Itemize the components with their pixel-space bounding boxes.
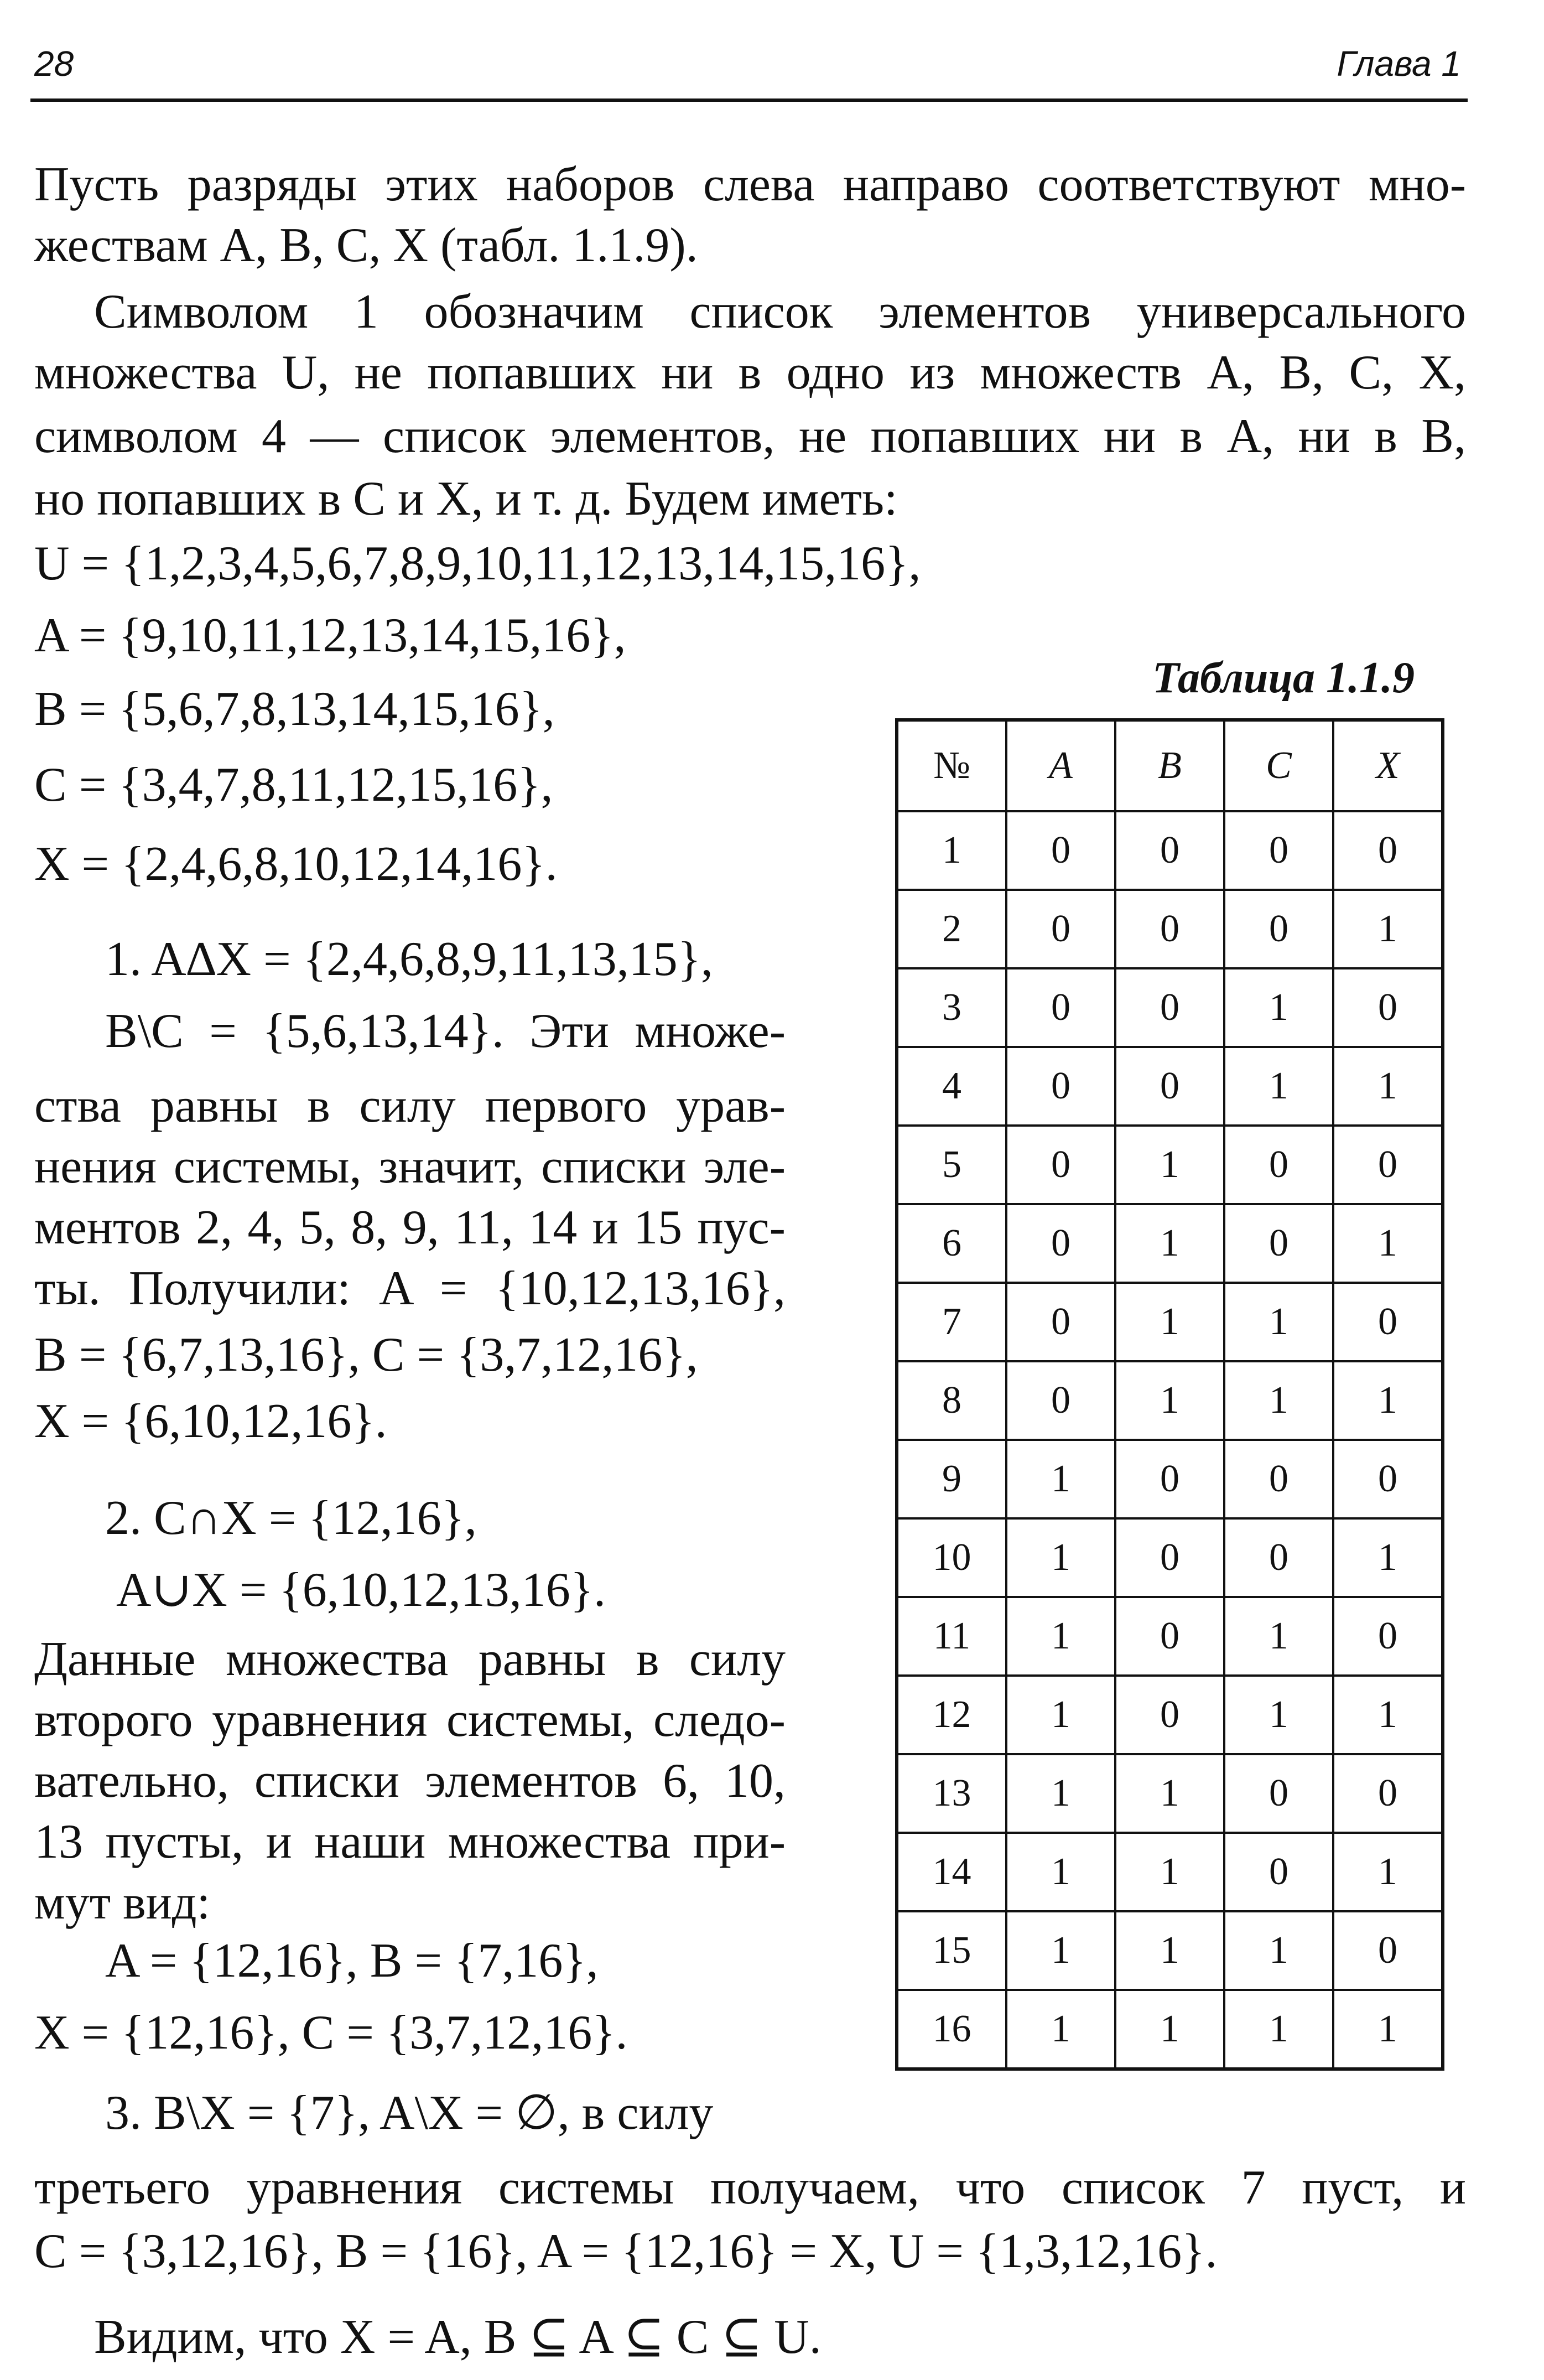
table-cell: 0 <box>1006 811 1115 890</box>
table-cell: 1 <box>1224 968 1333 1047</box>
text-line: A = {9,10,11,12,13,14,15,16}, <box>34 609 626 662</box>
table-cell: 3 <box>897 968 1006 1047</box>
table-cell: 8 <box>897 1361 1006 1440</box>
table-cell: 0 <box>1333 1754 1443 1833</box>
text-line: 2. C∩X = {12,16}, <box>105 1491 477 1545</box>
text-line: второго уравнения системы, следо- <box>34 1693 786 1747</box>
text-line: вательно, списки элементов 6, 10, <box>34 1754 786 1808</box>
text-line: A∪X = {6,10,12,13,16}. <box>116 1563 606 1617</box>
table-cell: 1 <box>1224 1283 1333 1361</box>
table-cell: 1 <box>1115 1754 1224 1833</box>
table-cell: 4 <box>897 1047 1006 1126</box>
table-row <box>897 1440 1443 1518</box>
table-cell: 0 <box>1333 1283 1443 1361</box>
table-cell: 14 <box>897 1833 1006 1911</box>
text-line: U = {1,2,3,4,5,6,7,8,9,10,11,12,13,14,15,16}, <box>34 537 921 590</box>
table-cell: 1 <box>1006 1518 1115 1597</box>
table-row <box>897 1204 1443 1283</box>
table-row <box>897 1754 1443 1833</box>
table-cell: 0 <box>1224 1518 1333 1597</box>
table-cell: 0 <box>1006 890 1115 968</box>
table-cell: 0 <box>1115 1440 1224 1518</box>
table-row <box>897 1676 1443 1754</box>
text-line: X = {6,10,12,16}. <box>34 1394 387 1448</box>
table-cell: 0 <box>1224 1204 1333 1283</box>
table-header-row <box>897 720 1443 811</box>
table-row <box>897 968 1443 1047</box>
table-header-cell: X <box>1333 720 1443 811</box>
table-cell: 1 <box>1115 1283 1224 1361</box>
text-line: ты. Получили: A = {10,12,13,16}, <box>34 1262 786 1315</box>
chapter-title: Глава 1 <box>1337 44 1461 84</box>
table-row <box>897 1361 1443 1440</box>
table-row <box>897 1283 1443 1361</box>
table-cell: 0 <box>1115 1518 1224 1597</box>
table-cell: 0 <box>1333 1911 1443 1990</box>
table-header-cell: B <box>1115 720 1224 811</box>
text-line: символом 4 — список элементов, не попавших ни в A, ни в B, <box>34 409 1466 463</box>
text-line: 3. B\X = {7}, A\X = ∅, в силу <box>105 2086 714 2140</box>
table-cell: 1 <box>1115 1990 1224 2069</box>
text-line: но попавших в C и X, и т. д. Будем иметь: <box>34 472 898 526</box>
table-cell: 0 <box>1333 1440 1443 1518</box>
table-row <box>897 1047 1443 1126</box>
table-cell: 1 <box>1224 1990 1333 2069</box>
table-row <box>897 1126 1443 1204</box>
table-row <box>897 1597 1443 1676</box>
table-cell: 13 <box>897 1754 1006 1833</box>
text-line: мут вид: <box>34 1876 211 1930</box>
table-cell: 1 <box>897 811 1006 890</box>
table-row <box>897 811 1443 890</box>
text-line: Данные множества равны в силу <box>34 1632 786 1686</box>
table-cell: 0 <box>1333 968 1443 1047</box>
table-cell: 1 <box>1224 1597 1333 1676</box>
table-cell: 1 <box>1224 1911 1333 1990</box>
table-cell: 1 <box>1006 1990 1115 2069</box>
table-cell: 0 <box>1006 1283 1115 1361</box>
text-line: Видим, что X = A, B ⊆ A ⊆ C ⊆ U. <box>94 2310 822 2364</box>
table-cell: 0 <box>1006 1361 1115 1440</box>
table-header-cell: C <box>1224 720 1333 811</box>
table-cell: 0 <box>1224 811 1333 890</box>
table-cell: 0 <box>1006 968 1115 1047</box>
table-cell: 0 <box>1333 1597 1443 1676</box>
table-row <box>897 1518 1443 1597</box>
table-cell: 0 <box>1115 890 1224 968</box>
text-line: третьего уравнения системы получаем, что список 7 пуст, и <box>34 2161 1466 2215</box>
table-cell: 1 <box>1115 1361 1224 1440</box>
text-line: ментов 2, 4, 5, 8, 9, 11, 14 и 15 пус- <box>34 1201 786 1254</box>
truth-table <box>895 718 1444 2071</box>
table-cell: 15 <box>897 1911 1006 1990</box>
table-cell: 1 <box>1333 1047 1443 1126</box>
table-cell: 1 <box>1224 1676 1333 1754</box>
text-line: нения системы, значит, списки эле- <box>34 1140 786 1194</box>
table-cell: 1 <box>1224 1047 1333 1126</box>
table-cell: 1 <box>1006 1754 1115 1833</box>
table-row <box>897 1990 1443 2069</box>
table-cell: 0 <box>1224 1440 1333 1518</box>
table-caption: Таблица 1.1.9 <box>1152 654 1415 702</box>
table-cell: 1 <box>1333 1676 1443 1754</box>
table-cell: 1 <box>1333 1361 1443 1440</box>
text-line: Пусть разряды этих наборов слева направо соответствуют мно- <box>34 158 1466 211</box>
table-cell: 16 <box>897 1990 1006 2069</box>
table-cell: 1 <box>1115 1833 1224 1911</box>
table-cell: 10 <box>897 1518 1006 1597</box>
text-line: 13 пусты, и наши множества при- <box>34 1815 786 1869</box>
table-cell: 9 <box>897 1440 1006 1518</box>
table-cell: 12 <box>897 1676 1006 1754</box>
text-line: B = {6,7,13,16}, C = {3,7,12,16}, <box>34 1328 698 1382</box>
table-cell: 0 <box>1115 968 1224 1047</box>
text-line: 1. A∆X = {2,4,6,8,9,11,13,15}, <box>105 932 713 986</box>
text-line: X = {12,16}, C = {3,7,12,16}. <box>34 2006 628 2060</box>
table-cell: 1 <box>1115 1126 1224 1204</box>
table-cell: 1 <box>1115 1204 1224 1283</box>
text-line: Символом 1 обозначим список элементов универсального <box>94 285 1466 339</box>
table-cell: 1 <box>1333 1833 1443 1911</box>
table-cell: 0 <box>1115 1597 1224 1676</box>
text-line: A = {12,16}, B = {7,16}, <box>105 1934 599 1988</box>
table-cell: 1 <box>1115 1911 1224 1990</box>
table-header-cell: № <box>897 720 1006 811</box>
table-cell: 0 <box>1224 1754 1333 1833</box>
table-cell: 0 <box>1333 1126 1443 1204</box>
text-line: B\C = {5,6,13,14}. Эти множе- <box>105 1004 786 1058</box>
table-cell: 0 <box>1006 1047 1115 1126</box>
table-cell: 11 <box>897 1597 1006 1676</box>
table-cell: 1 <box>1006 1833 1115 1911</box>
table-cell: 0 <box>1224 890 1333 968</box>
table-cell: 1 <box>1333 1204 1443 1283</box>
table-cell: 0 <box>1115 811 1224 890</box>
table-cell: 2 <box>897 890 1006 968</box>
table-row <box>897 1911 1443 1990</box>
header-rule <box>30 98 1468 102</box>
table-header-cell: A <box>1006 720 1115 811</box>
table-cell: 6 <box>897 1204 1006 1283</box>
page-number: 28 <box>34 44 74 84</box>
table-cell: 0 <box>1224 1833 1333 1911</box>
table-cell: 0 <box>1006 1126 1115 1204</box>
table-cell: 1 <box>1006 1440 1115 1518</box>
table-cell: 0 <box>1224 1126 1333 1204</box>
table-cell: 5 <box>897 1126 1006 1204</box>
table-row <box>897 890 1443 968</box>
text-line: C = {3,4,7,8,11,12,15,16}, <box>34 758 553 812</box>
table-cell: 1 <box>1333 1990 1443 2069</box>
table-cell: 7 <box>897 1283 1006 1361</box>
table-cell: 0 <box>1006 1204 1115 1283</box>
table-cell: 0 <box>1333 811 1443 890</box>
table-cell: 0 <box>1115 1676 1224 1754</box>
table-cell: 1 <box>1006 1911 1115 1990</box>
table-cell: 1 <box>1333 890 1443 968</box>
table-cell: 1 <box>1333 1518 1443 1597</box>
text-line: C = {3,12,16}, B = {16}, A = {12,16} = X, U = {1,3,12,16}. <box>34 2225 1218 2278</box>
table-row <box>897 1833 1443 1911</box>
text-line: ства равны в силу первого урав- <box>34 1079 786 1133</box>
table-cell: 1 <box>1006 1597 1115 1676</box>
text-line: множества U, не попавших ни в одно из множеств A, B, C, X, <box>34 346 1466 400</box>
table-cell: 1 <box>1006 1676 1115 1754</box>
table-cell: 0 <box>1115 1047 1224 1126</box>
table-cell: 1 <box>1224 1361 1333 1440</box>
text-line: X = {2,4,6,8,10,12,14,16}. <box>34 837 558 891</box>
text-line: B = {5,6,7,8,13,14,15,16}, <box>34 682 555 736</box>
text-line: жествам A, B, C, X (табл. 1.1.9). <box>34 219 698 272</box>
